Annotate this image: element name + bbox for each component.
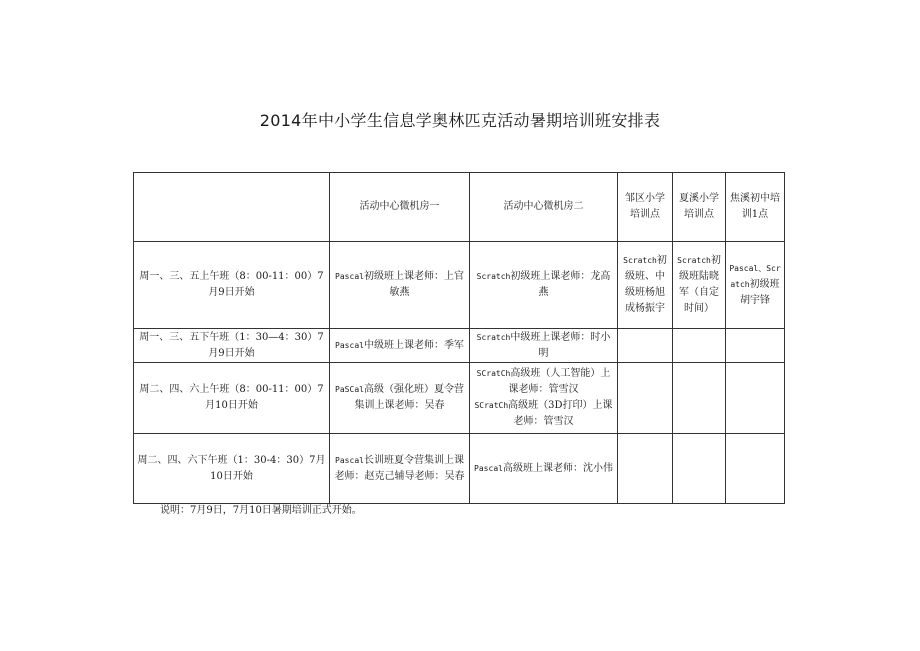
course-language: Scratch [476, 332, 511, 342]
table-row [134, 329, 785, 363]
xiaxi-cell [673, 434, 726, 504]
time-cell: 周二、四、六上午班（8：00-11：00）7月10日开始 [134, 363, 330, 434]
header-cell-xiaxi: 夏溪小学培训点 [673, 173, 726, 242]
course-detail: 初级班上课老师：龙高燕 [510, 271, 611, 298]
course-language: Pascal [335, 455, 364, 465]
xiaxi-cell [673, 329, 726, 363]
jiaoxi-cell [726, 434, 785, 504]
schedule-table [133, 172, 785, 504]
xiaxi-cell [673, 363, 726, 434]
room1-cell [330, 434, 470, 504]
course-language: Scratch [677, 256, 711, 265]
course-language: Pascal、Scratch [729, 264, 781, 289]
table-row [134, 434, 785, 504]
course-detail: 初级班陆晓军（自定时间） [679, 255, 721, 314]
footnote: 说明：7月9日，7月10日暑期培训正式开始。 [160, 505, 362, 516]
course-entry [473, 366, 614, 398]
course-detail: 高级班上课老师：沈小伟 [502, 462, 613, 474]
xiaxi-cell [673, 242, 726, 329]
course-detail: 长训班夏令营集训上课老师：赵克己辅导老师：吴春 [334, 454, 465, 482]
course-detail: 中级班上课老师：季军 [363, 339, 464, 351]
table-row [134, 242, 785, 329]
course-language: Pascal [335, 340, 364, 350]
course-language: Pascal [335, 272, 364, 281]
header-cell-jiaoxi: 焦溪初中培训1点 [726, 173, 785, 242]
course-detail: 初级班、中级班杨旭成杨振宇 [625, 255, 667, 314]
course-entry [473, 398, 614, 430]
zouqu-cell [618, 329, 673, 363]
header-cell-zouqu: 邹区小学培训点 [618, 173, 673, 242]
room1-cell [330, 329, 470, 363]
course-detail: 高级班（3D打印）上课老师：管雪汉 [508, 400, 613, 427]
course-detail: 中级班上课老师：时小明 [510, 331, 611, 359]
header-cell-room1: 活动中心微机房一 [330, 173, 470, 242]
course-detail: 高级班（人工智能）上课老师：管雪汉 [508, 368, 611, 395]
course-detail: 初级班上课老师：上官敏燕 [363, 271, 464, 298]
jiaoxi-cell [726, 363, 785, 434]
room2-cell [470, 242, 618, 329]
room2-cell [470, 434, 618, 504]
header-cell-room2: 活动中心微机房二 [470, 173, 618, 242]
room1-cell [330, 363, 470, 434]
course-detail: 高级（强化班）夏令营集训上课老师：吴春 [354, 384, 464, 411]
course-language: Scratch [623, 256, 657, 265]
room2-cell [470, 329, 618, 363]
jiaoxi-cell [726, 242, 785, 329]
zouqu-cell [618, 434, 673, 504]
course-language: SCratCh [474, 401, 509, 410]
header-cell-time [134, 173, 330, 242]
course-language: Scratch [476, 272, 511, 281]
document-title: 2014年中小学生信息学奥林匹克活动暑期培训班安排表 [259, 111, 661, 130]
time-cell: 周一、三、五下午班（1：30—4：30）7月9日开始 [134, 329, 330, 363]
zouqu-cell [618, 363, 673, 434]
table-header-row [134, 173, 785, 242]
course-detail: 初级班胡宇锋 [740, 279, 780, 306]
zouqu-cell [618, 242, 673, 329]
jiaoxi-cell [726, 329, 785, 363]
course-language: PaSCal [335, 385, 364, 394]
room2-cell [470, 363, 618, 434]
table-row [134, 363, 785, 434]
room1-cell [330, 242, 470, 329]
course-language: Pascal [474, 463, 503, 473]
course-language: SCratCh [476, 369, 511, 378]
time-cell: 周一、三、五上午班（8：00-11：00）7月9日开始 [134, 242, 330, 329]
time-cell: 周二、四、六下午班（1：30-4：30）7月10日开始 [134, 434, 330, 504]
